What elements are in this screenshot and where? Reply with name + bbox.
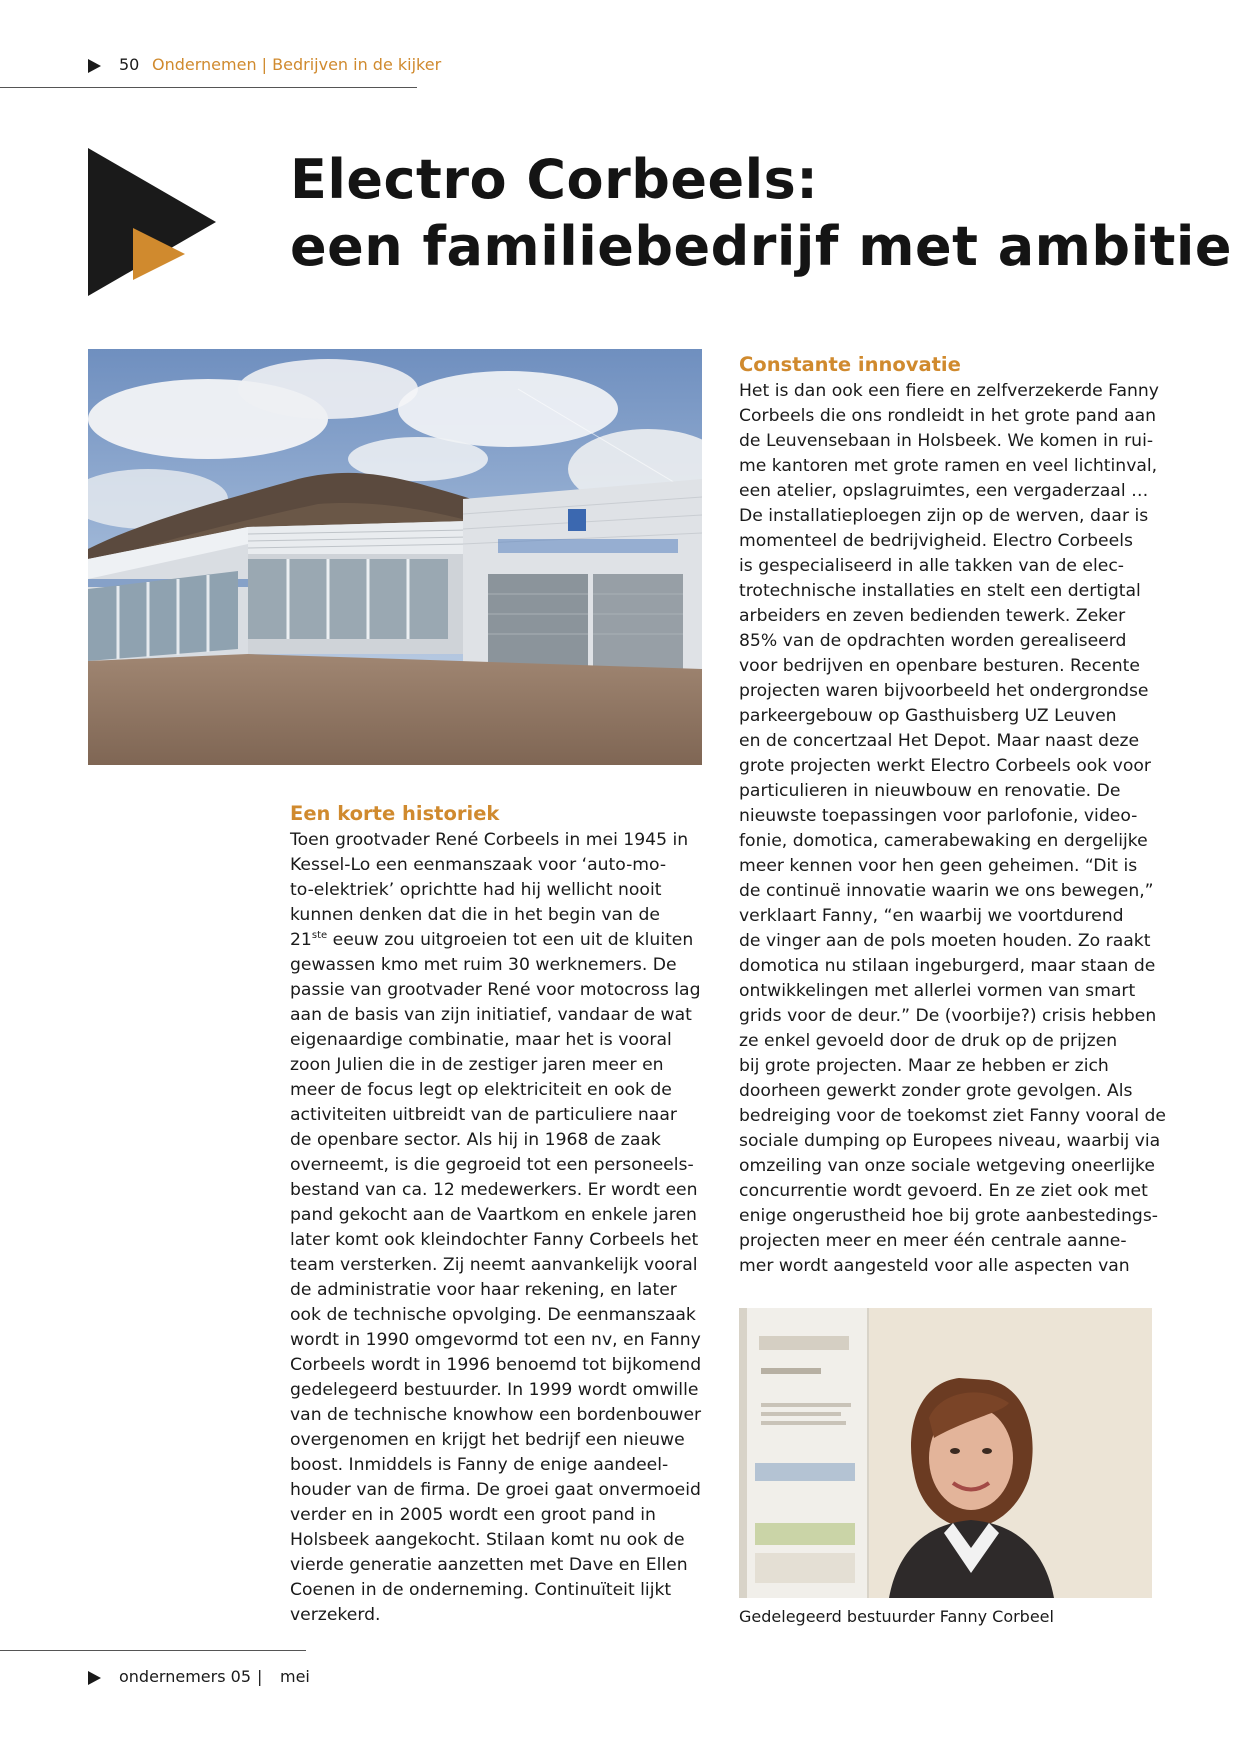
text-line: is gespecialiseerd in alle takken van de elec- [739, 556, 1124, 576]
text-line: concurrentie wordt gevoerd. En ze ziet ook met [739, 1181, 1148, 1201]
footer-separator: | [257, 1667, 263, 1686]
text-line: de administratie voor haar rekening, en later [290, 1280, 677, 1300]
text-line: zoon Julien die in de zestiger jaren meer en [290, 1055, 664, 1075]
text-line: De installatieploegen zijn op de werven, daar is [739, 506, 1149, 526]
text-line: bestand van ca. 12 medewerkers. Er wordt een [290, 1180, 698, 1200]
text-line: nieuwste toepassingen voor parlofonie, video- [739, 806, 1138, 826]
text-line: passie van grootvader René voor motocross lag [290, 980, 701, 1000]
text-line: verder en in 2005 wordt een groot pand in [290, 1505, 656, 1525]
footer-divider [0, 1650, 306, 1651]
text-line: bedreiging voor de toekomst ziet Fanny vooral de [739, 1106, 1167, 1126]
text-line-with-superscript [290, 928, 701, 953]
section-heading-historiek: Een korte historiek [290, 802, 500, 825]
footer-magazine: ondernemers 05 [119, 1667, 251, 1686]
photo-caption: Gedelegeerd bestuurder Fanny Corbeel [739, 1607, 1054, 1626]
text-line: me kantoren met grote ramen en veel lichtinval, [739, 456, 1158, 476]
page-number: 50 [119, 55, 140, 74]
text-line: ze enkel gevoeld door de druk op de prijzen [739, 1031, 1118, 1051]
text-line: projecten meer en meer één centrale aanne- [739, 1231, 1127, 1251]
text-line: vierde generatie aanzetten met Dave en Ellen [290, 1555, 688, 1575]
text-line: sociale dumping op Europees niveau, waarbij via [739, 1131, 1161, 1151]
text-line: en de concertzaal Het Depot. Maar naast deze [739, 731, 1140, 751]
header-divider [0, 87, 417, 88]
text-line: enige ongerustheid hoe bij grote aanbestedings- [739, 1206, 1158, 1226]
text-line: van de technische knowhow een bordenbouwer [290, 1405, 702, 1425]
text-line: verzekerd. [290, 1605, 381, 1625]
text-line: gewassen kmo met ruim 30 werknemers. De [290, 955, 677, 975]
text-line: omzeiling van onze sociale wetgeving oneerlijke [739, 1156, 1155, 1176]
text-line: ontwikkelingen met allerlei vormen van smart [739, 981, 1136, 1001]
text-line: meer kennen voor hen geen geheimen. “Dit is [739, 856, 1138, 876]
text-line: domotica nu stilaan ingeburgerd, maar staan de [739, 956, 1156, 976]
section-label: Ondernemen | Bedrijven in de kijker [152, 55, 442, 74]
text-line: kunnen denken dat die in het begin van de [290, 905, 660, 925]
century-number: 21 [290, 930, 312, 950]
play-arrows-logo-icon [88, 148, 220, 298]
text-line: activiteiten uitbreidt van de particuliere naar [290, 1105, 677, 1125]
text-line: een atelier, opslagruimtes, een vergaderzaal … [739, 481, 1149, 501]
article-title-line-1: Electro Corbeels: [290, 148, 819, 211]
text-line: de vinger aan de pols moeten houden. Zo raakt [739, 931, 1151, 951]
article-title-line-2: een familiebedrijf met ambitie [290, 215, 1233, 278]
text-line: projecten waren bijvoorbeeld het ondergrondse [739, 681, 1149, 701]
text-line: Holsbeek aangekocht. Stilaan komt nu ook de [290, 1530, 685, 1550]
text-line: Het is dan ook een fiere en zelfverzekerde Fanny [739, 381, 1159, 401]
text-line: fonie, domotica, camerabewaking en dergelijke [739, 831, 1148, 851]
text-line: de continuë innovatie waarin we ons bewegen,” [739, 881, 1154, 901]
text-line: team versterken. Zij neemt aanvankelijk vooral [290, 1255, 698, 1275]
text-line: grids voor de deur.” De (voorbije?) crisis hebben [739, 1006, 1157, 1026]
text-line: de openbare sector. Als hij in 1968 de zaak [290, 1130, 661, 1150]
text-line: overneemt, is die gegroeid tot een personeels- [290, 1155, 694, 1175]
text-line: eigenaardige combinatie, maar het is vooral [290, 1030, 672, 1050]
text-line: meer de focus legt op elektriciteit en ook de [290, 1080, 672, 1100]
text-line: ook de technische opvolging. De eenmanszaak [290, 1305, 696, 1325]
footer-arrow-icon [88, 1671, 101, 1685]
text-line: 85% van de opdrachten worden gerealiseerd [739, 631, 1127, 651]
text-line: momenteel de bedrijvigheid. Electro Corbeels [739, 531, 1133, 551]
text-line: trotechnische installaties en stelt een dertigtal [739, 581, 1141, 601]
text-line: parkeergebouw op Gasthuisberg UZ Leuven [739, 706, 1117, 726]
innovatie-text [739, 379, 1166, 1279]
text-line: Kessel-Lo een eenmanszaak voor ‘auto-mo- [290, 855, 667, 875]
text-line: grote projecten werkt Electro Corbeels ook voor [739, 756, 1151, 776]
text-line: Corbeels die ons rondleidt in het grote pand aan [739, 406, 1156, 426]
ordinal-suffix: ste [311, 930, 328, 941]
text-line: boost. Inmiddels is Fanny de enige aandeel- [290, 1455, 669, 1475]
text-line: Corbeels wordt in 1996 benoemd tot bijkomend [290, 1355, 702, 1375]
text-line: de Leuvensebaan in Holsbeek. We komen in rui- [739, 431, 1154, 451]
text-line: overgenomen en krijgt het bedrijf een nieuwe [290, 1430, 685, 1450]
text-line: wordt in 1990 omgevormd tot een nv, en Fanny [290, 1330, 701, 1350]
text-line: bij grote projecten. Maar ze hebben er zich [739, 1056, 1109, 1076]
line-rest: eeuw zou uitgroeien tot een uit de kluiten [327, 930, 694, 950]
text-line: mer wordt aangesteld voor alle aspecten van [739, 1256, 1130, 1276]
text-line: Coenen in de onderneming. Continuïteit lijkt [290, 1580, 672, 1600]
text-line: aan de basis van zijn initiatief, vandaar de wat [290, 1005, 692, 1025]
text-line: pand gekocht aan de Vaartkom en enkele jaren [290, 1205, 697, 1225]
historiek-text [290, 828, 701, 1628]
text-line: houder van de firma. De groei gaat onvermoeid [290, 1480, 701, 1500]
text-line: later komt ook kleindochter Fanny Corbeels het [290, 1230, 699, 1250]
footer-month: mei [280, 1667, 310, 1686]
text-line: verklaart Fanny, “en waarbij we voortdurend [739, 906, 1124, 926]
text-line: particulieren in nieuwbouw en renovatie. De [739, 781, 1121, 801]
text-line: Toen grootvader René Corbeels in mei 1945 in [290, 830, 689, 850]
text-line: gedelegeerd bestuurder. In 1999 wordt omwille [290, 1380, 699, 1400]
section-heading-innovatie: Constante innovatie [739, 353, 961, 376]
text-line: arbeiders en zeven bedienden tewerk. Zeker [739, 606, 1126, 626]
header-arrow-icon [88, 59, 101, 73]
portrait-photo [739, 1308, 1152, 1598]
building-photo [88, 349, 702, 765]
text-line: doorheen gewerkt zonder grote gevolgen. Als [739, 1081, 1133, 1101]
text-line: to-elektriek’ oprichtte had hij wellicht nooit [290, 880, 662, 900]
text-line: voor bedrijven en openbare besturen. Recente [739, 656, 1140, 676]
